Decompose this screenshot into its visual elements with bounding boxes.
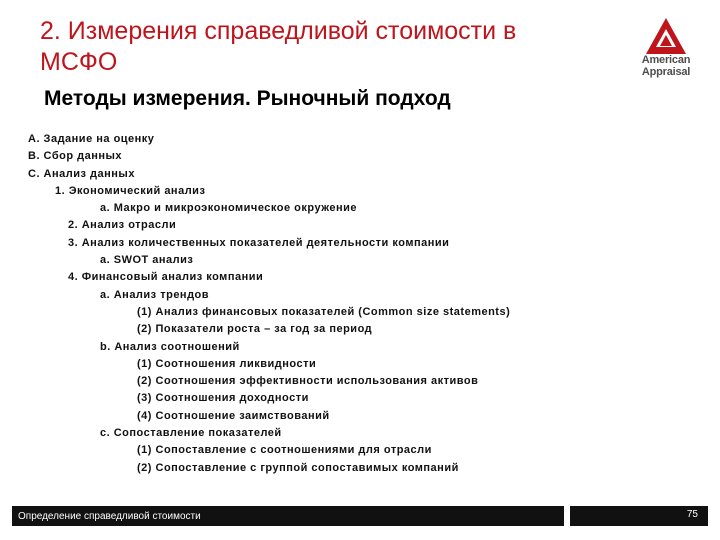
slide-subtitle: Методы измерения. Рыночный подход (44, 87, 451, 110)
list-item: b. Анализ соотношений (100, 340, 240, 353)
footer-text: Определение справедливой стоимости (18, 511, 201, 522)
american-appraisal-logo (630, 18, 702, 88)
list-item: (2) Показатели роста – за год за период (137, 323, 373, 336)
list-item: a. Макро и микроэкономическое окружение (100, 202, 358, 215)
logo-text-line1: American (641, 54, 691, 66)
list-item: (1) Соотношения ликвидности (137, 357, 317, 370)
list-item: (2) Соотношения эффективности использования активов (137, 375, 479, 388)
triangle-logo-icon (646, 18, 686, 54)
list-item: (1) Сопоставление с соотношениями для отрасли (137, 444, 432, 457)
list-item: 2. Анализ отрасли (68, 219, 177, 232)
list-item: 4. Финансовый анализ компании (68, 271, 264, 284)
list-item: a. SWOT анализ (100, 254, 194, 267)
list-item: A. Задание на оценку (28, 133, 155, 145)
list-item: 3. Анализ количественных показателей деятельности компании (68, 236, 450, 249)
list-item: (2) Сопоставление с группой сопоставимых компаний (137, 461, 459, 474)
list-item: (1) Анализ финансовых показателей (Common size statements) (137, 305, 511, 318)
list-item: c. Сопоставление показателей (100, 427, 282, 440)
page-number: 75 (686, 509, 698, 520)
list-item: C. Анализ данных (28, 167, 135, 180)
list-item: B. Сбор данных (28, 150, 123, 163)
list-item: a. Анализ трендов (100, 288, 210, 301)
logo-text-line2: Appraisal (641, 66, 691, 78)
footer-bar (12, 506, 564, 526)
slide-title: 2. Измерения справедливой стоимости в МСФО (40, 17, 517, 76)
outline-list (28, 131, 608, 477)
list-item: 1. Экономический анализ (55, 184, 206, 197)
page-number-bar (570, 506, 708, 526)
list-item: (3) Соотношения доходности (137, 392, 309, 405)
list-item: (4) Соотношение заимствований (137, 409, 330, 422)
